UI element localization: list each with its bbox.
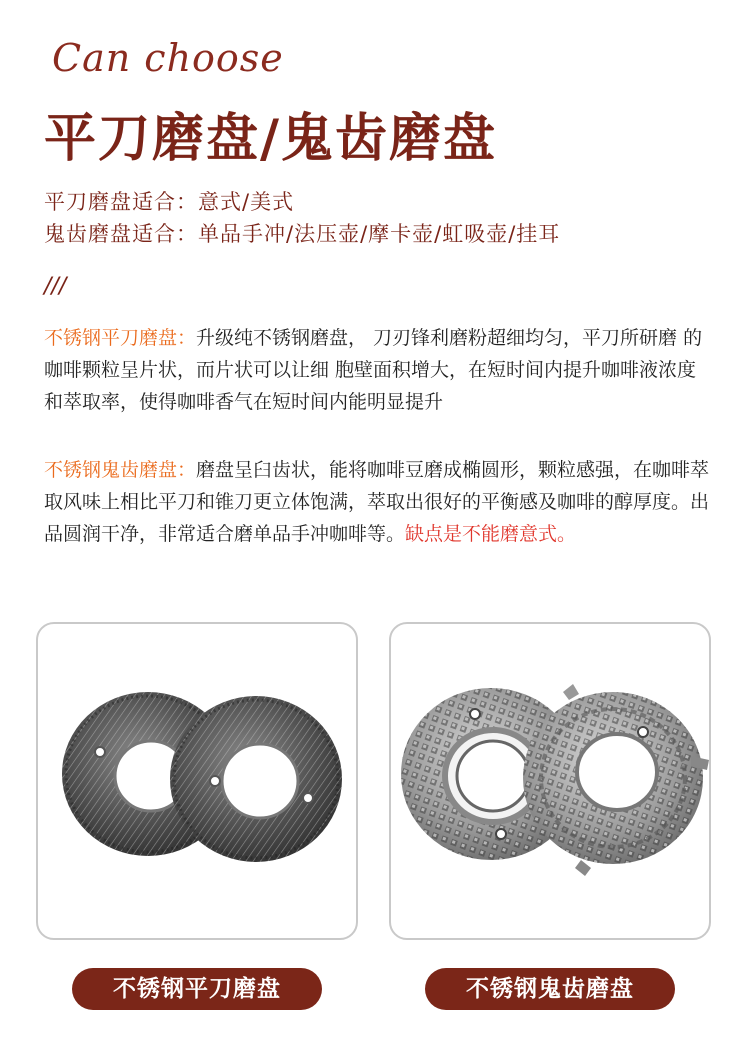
flat-burr-pair-image: [38, 624, 356, 938]
flat-burr-description: [44, 322, 712, 418]
script-heading: Can choose: [52, 36, 284, 80]
flat-burr-description-lead: 不锈钢平刀磨盘：: [44, 327, 197, 349]
ghost-suitability-line: 鬼齿磨盘适合：单品手冲/法压壶/摩卡壶/虹吸壶/挂耳: [44, 222, 561, 246]
flat-suitability-line: 平刀磨盘适合：意式/美式: [44, 190, 295, 214]
page-title: 平刀磨盘/鬼齿磨盘: [44, 109, 497, 169]
ghost-burr-image-card: [389, 622, 711, 940]
flat-burr-image-card: [36, 622, 358, 940]
ghost-tooth-burr-pair-image: [391, 624, 709, 938]
ghost-burr-description-lead: 不锈钢鬼齿磨盘：: [44, 459, 197, 481]
flat-burr-right: [170, 696, 342, 862]
ghost-burr-label: 不锈钢鬼齿磨盘: [425, 968, 675, 1010]
flat-burr-description-text: 升级纯不锈钢磨盘， 刀刃锋利磨粉超细均匀，平刀所研磨 的咖啡颗粒呈片状，而片状可以让细 胞壁面积增大，在短时间内提升咖啡液浓度和萃取率，使得咖啡香气在短时间内能明显提升: [44, 327, 703, 413]
flat-burr-label: 不锈钢平刀磨盘: [72, 968, 322, 1010]
separator-slashes: ///: [44, 274, 67, 299]
ghost-burr-description-text: 磨盘呈臼齿状，能将咖啡豆磨成椭圆形，颗粒感强，在咖啡萃取风味上相比平刀和锥刀更立体饱满，萃取出很好的平衡感及咖啡的醇厚度。出品圆润干净，非常适合磨单品手冲咖啡等。: [44, 459, 710, 545]
ghost-burr-description: [44, 454, 712, 550]
ghost-burr-warning: 缺点是不能磨意式。: [405, 523, 577, 545]
